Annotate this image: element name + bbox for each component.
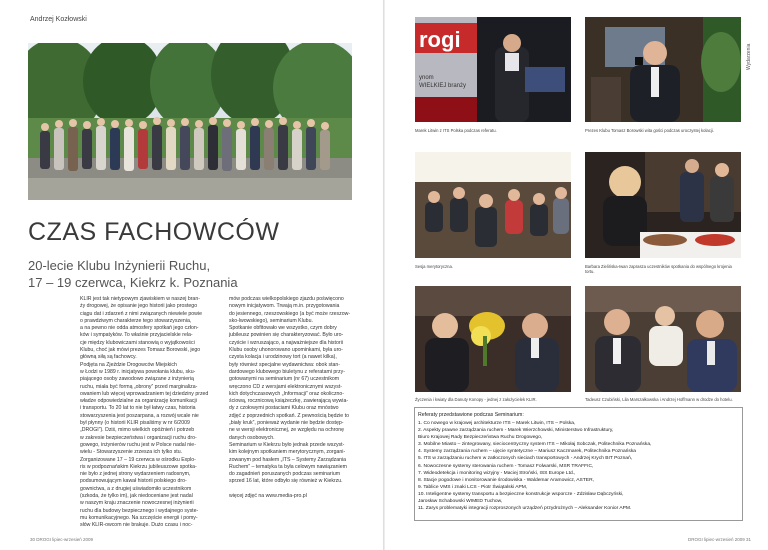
photo-flowers-konopa — [415, 286, 571, 392]
subtitle-line-2: 17 – 19 czerwca, Kiekrz k. Poznania — [28, 275, 238, 290]
seminar-references-heading: Referaty przedstawione podczas Seminarium: — [418, 412, 524, 418]
banner-big-text: rogi — [419, 27, 461, 52]
reference-item: 1. Co nowego w krajowej architekturze ITS – Marek Litwin, ITS – Polska, — [418, 421, 576, 426]
reference-item: 11. Zarys problematyki integracji rozproszonych urządzeń przydrożnych – Aleksander Konior APM. — [418, 506, 632, 512]
caption-photo-6: Tadeusz Czubiński, Lila Marszałkowska i Andrzej Hoffmann w drodze do hotelu. — [585, 397, 733, 402]
group-photo-image — [28, 43, 352, 200]
banner-line-2: WIELKIEJ branży — [419, 83, 467, 89]
group-photo — [28, 43, 352, 200]
seminar-references-list — [418, 420, 740, 512]
section-side-label: Wydarzenia — [746, 43, 752, 70]
right-page-footer: DROGI lipiec-wrzesień 2009 31 — [688, 537, 752, 542]
subtitle-line-1: 20-lecie Klubu Inżynierii Ruchu, — [28, 258, 211, 273]
reference-item: 8. Stacje pogodowe i monitorowanie środowiska - Waldemar Aramowicz, ASTER, — [418, 477, 594, 483]
photo-cake-cutting — [585, 152, 741, 258]
caption-photo-5: Życzenia i kwiaty dla Danuty Konopy - jednej z założycielek KLIR. — [415, 397, 537, 402]
reference-item: Jarosław Schabowski WIMED Tuchow, — [418, 499, 503, 505]
reference-item: Biuro Krajowej Rady Bezpieczeństwa Ruchu Drogowego, — [418, 435, 543, 441]
reference-item: 5. ITS w zarządzaniu ruchem w zatłoczonych sieciach transportowych - Andrzej Krych BIT Poznań, — [418, 456, 633, 462]
photo-three-guests — [585, 286, 741, 392]
photo-audience-session — [415, 152, 571, 258]
reference-item: 9. Tablice VMS i znaki LCS - Piotr Świątalski APM, — [418, 484, 528, 490]
reference-item: 2. Aspekty prawne zarządzania ruchem - Marek Wierzchowski, Ministerstwo Infrastruktury, — [418, 428, 614, 434]
reference-item: 3. Mobilne Miasto – zintegrowany, sieciocentryczny system ITS – Mikołaj Sobczak, Politechnika Poznańska, — [418, 442, 652, 448]
article-column-2: mów podczas wielkopolskiego zjazdu poświęcono nowym inicjatywom. Trwają m.in. przygotowania do jesiennego, rzeszowskiego (a być może rzeszow- sko-lwowskiego), seminarium Klubu. Spotkanie obfitowało we wszystko, czym dobry jubileusz powinien się charakteryzować. Było uro- czyście i wzruszająco, a najważniejsze dla historii Klubu osoby uhonorowano upominkami, była uro- czysta kolacja i urodzinowy tort (a nawet kilka), były również specjalne wydawnictwa: obok stan- dardowego klubowego biuletynu z referatami przy- gotowanymi na seminarium (nr 67) uczestnikom wręczono CD z wersjami elektronicznymi wszyst- kich dotychczasowych „Informacji” oraz okoliczno- ściową, rocznicową książeczkę, zawierającą wywia- dy z czołowymi postaciami Klubu oraz mnóstwo zdjęć z poprzednich spotkań. Z pewnością będzie to „biały kruk”, ponieważ wydanie nie będzie dostęp- ne w wersji elektronicznej, ze względu na ochronę danych osobowych. Seminarium w Kiekrzu było jednak przede wszyst- kim kolejnym spotkaniem merytorycznym, zorgani- zowanym pod hasłem „ITS – Systemy Zarządzania Ruchem” – tematyka ta była celowym nawiązaniem do zagadnień poruszanych podczas seminarium sprzed 16 lat, które odbyło się również w Kiekrzu. więcej zdjęć na www.media-pro.pl — [229, 296, 351, 500]
author-name: Andrzej Kozłowski — [30, 16, 87, 23]
banner-line-1: ynom — [419, 75, 434, 81]
photo-president-borowski — [585, 17, 741, 122]
reference-item: 10. Inteligentne systemy transportu a bezpieczne konstrukcje wsporcze - Zdzisław Dąbczyński, — [418, 491, 624, 497]
article-column-1: KLIR jest tak nietypowym zjawiskiem w naszej bran- ży drogowej, że opisanie jego historii jako prostego ciągu dat i zdarzeń z nimi związanych niewiele powie o prawdziwym charakterze tego stowarzyszenia, a na pewno nie odda atmosfery spotkań jego człon- ków i sympatyków. To właśnie przyjacielskie rela- cje między klubowiczami stanowią o wyjątkowości Klubu, choć jak mówi prezes Tomasz Borowski, jego główną siłą są fachowcy. Podjęta na Zjeździe Drogowców Miejskich w Łodzi w 1989 r. inicjatywa powołania klubu, sku- piającego osoby zawodowo związane z inżynierią ruchu, miała być formą „obrony” przed marginaliza- owaniem lub więcej wprowadzaniem tej dziedziny przed władze odpowiedzialne za organizację komunikacji i transportu. To 20 lat to nie był łatwy czas, historia stowarzyszenia jest poszarpana, a rozwój wcale nie był płynny (o historii KLIR pisaliśmy w nr 6/2009 „DROGI”). Dziś, mimo wielkich opóźnień i potrzeb w zakresie bezpieczeństwa i organizacji ruchu dro- gowego, inżynierów ruchu jest w Polsce nadal nie- wielu - Stowarzyszenie zrzesza ich tylko stu. Zorganizowane 17 – 19 czerwca w ośrodku Explo- ris w podpoznańskim Kiekrzu jubileuszowe spotka- nie było z jednej strony wydarzeniem radosnym, podsumowującym kawał historii polskiego dro- gownictwa, a z drugiej uświadomiło uczestnikom (szkoda, że tylko im), jak niedoceniane jest nadal w naszym kraju znaczenie nowoczesnej inżynierii ruchu dla budowy bezpiecznego i wydajnego syste- mu komunikacyjnego. Na szczęście energii i pomy- słów KLIR-owcom nie brakuje. Dużo czasu i noc- — [80, 296, 209, 529]
photo-speaker-litwin — [415, 17, 571, 122]
section-title: CZAS FACHOWCÓW — [28, 218, 280, 246]
reference-item: 7. Wideodetekcja i monitoring wizyjny - Maciej Stroński, ISS Europe Ltd., — [418, 470, 576, 476]
caption-photo-2: Prezes Klubu Tomasz Borowski wita gości podczas uroczystej kolacji. — [585, 128, 714, 133]
left-page-footer: 30 DROGI lipiec-wrzesień 2009 — [30, 537, 94, 542]
caption-photo-4: Barbara Zielińska-Iwan zaprasza uczestników spotkania do wspólnego krojenia tortu. — [585, 264, 732, 274]
reference-item: 6. Nowoczesne systemy sterowania ruchem - Tomasz Folwarski, MSR TRAFFIC, — [418, 463, 594, 469]
caption-photo-1: Marek Litwin z ITS Polska podczas referatu. — [415, 128, 497, 133]
caption-photo-3: Sesja merytoryczna. — [415, 264, 453, 269]
reference-item: 4. Systemy zarządzania ruchem – ujęcie syntetyczne – Mariusz Kaczmarek, Politechnika Poznańska — [418, 449, 637, 455]
